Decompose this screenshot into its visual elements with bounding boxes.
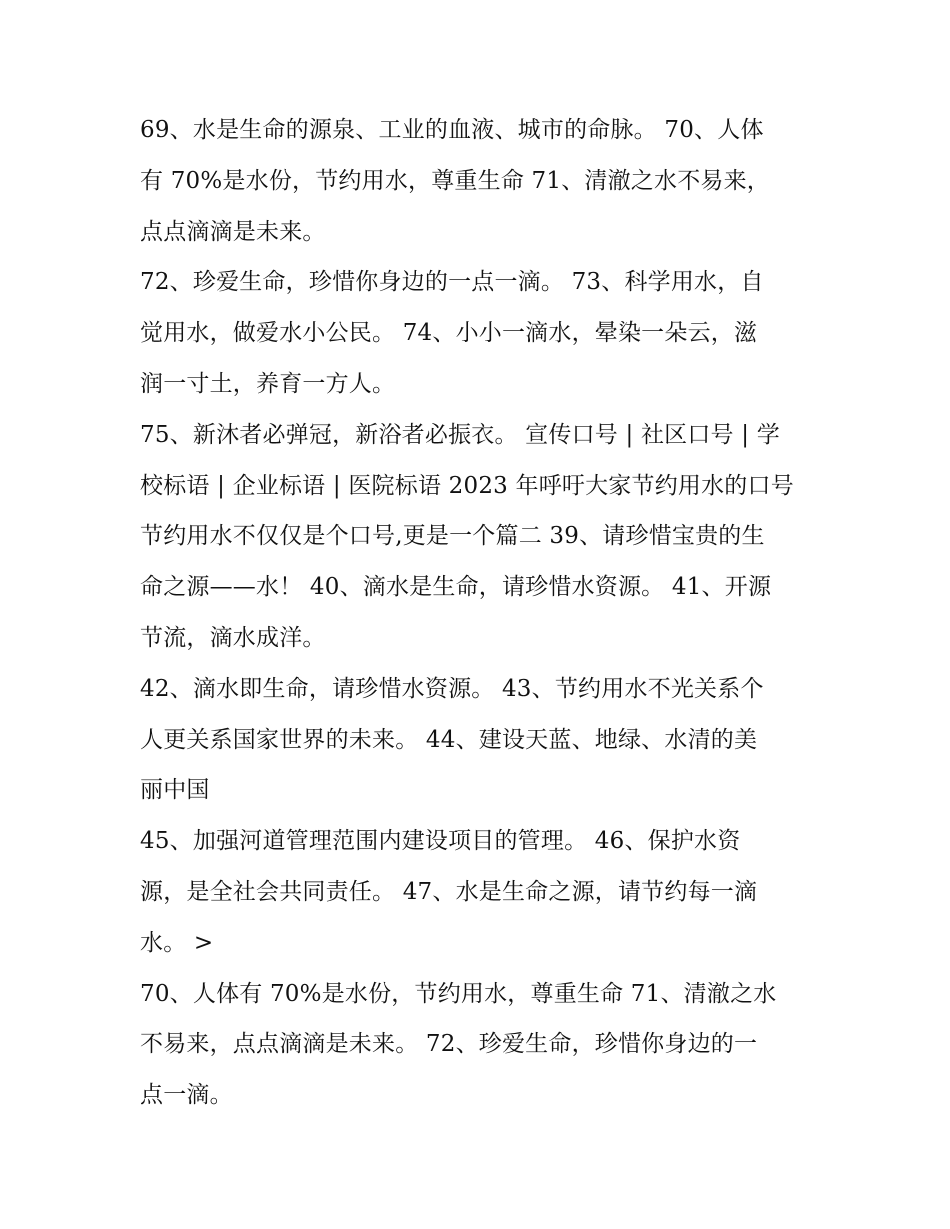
text-line: 校标语 | 企业标语 | 医院标语 2023 年呼吁大家节约用水的口号	[140, 472, 794, 499]
text-line: 水。 >	[140, 929, 214, 956]
text-line: 节流，滴水成洋。	[140, 624, 326, 651]
text-line: 点一滴。	[140, 1082, 233, 1109]
paragraph-5	[140, 816, 820, 968]
paragraph-1	[140, 105, 820, 257]
text-line: 命之源——水！ 40、滴水是生命，请珍惜水资源。 41、开源	[140, 574, 772, 601]
text-line: 45、加强河道管理范围内建设项目的管理。 46、保护水资	[140, 828, 741, 855]
text-line: 润一寸土，养育一方人。	[140, 370, 396, 397]
text-line: 69、水是生命的源泉、工业的血液、城市的命脉。 70、人体	[140, 117, 764, 143]
text-line: 75、新沐者必弹冠，新浴者必振衣。 宣传口号 | 社区口号 | 学	[140, 421, 780, 448]
text-line: 42、滴水即生命，请珍惜水资源。 43、节约用水不光关系个	[140, 675, 764, 702]
text-line: 点点滴滴是未来。	[140, 218, 326, 245]
text-line: 72、珍爱生命，珍惜你身边的一点一滴。 73、科学用水，自	[140, 269, 764, 296]
text-line: 丽中国	[140, 777, 210, 804]
text-line: 70、人体有 70%是水份，节约用水，尊重生命 71、清澈之水	[140, 980, 777, 1007]
text-line: 节约用水不仅仅是个口号,更是一个篇二 39、请珍惜宝贵的生	[140, 523, 765, 550]
paragraph-4	[140, 664, 820, 816]
text-line: 源，是全社会共同责任。 47、水是生命之源，请节约每一滴	[140, 878, 758, 905]
text-line: 觉用水，做爱水小公民。 74、小小一滴水，晕染一朵云，滋	[140, 320, 758, 347]
paragraph-6	[140, 969, 820, 1121]
document-body	[140, 105, 820, 1121]
text-line: 人更关系国家世界的未来。 44、建设天蓝、地绿、水清的美	[140, 726, 758, 753]
paragraph-3	[140, 410, 820, 664]
text-line: 有 70%是水份，节约用水，尊重生命 71、清澈之水不易来，	[140, 167, 771, 194]
text-line: 不易来，点点滴滴是未来。 72、珍爱生命，珍惜你身边的一	[140, 1031, 758, 1058]
paragraph-2	[140, 257, 820, 409]
